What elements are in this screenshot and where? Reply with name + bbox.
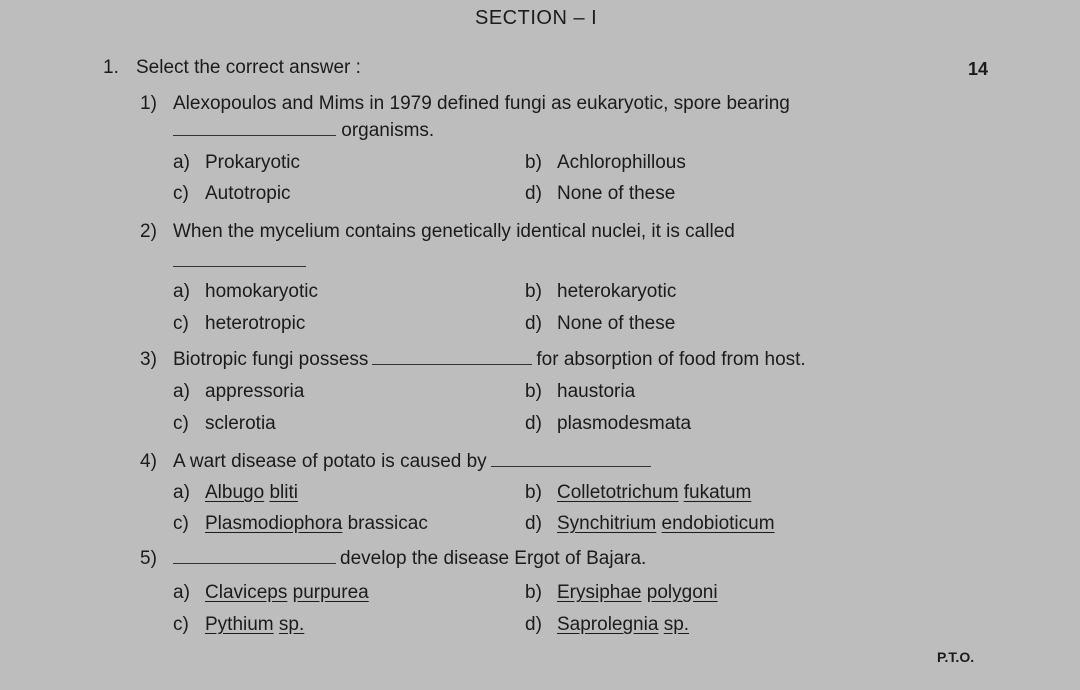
option-text: Pythium	[205, 614, 274, 635]
option-label: a)	[173, 482, 190, 503]
option-text: None of these	[557, 183, 676, 204]
option-c	[173, 184, 291, 203]
question-1-line2	[173, 121, 434, 140]
question-3	[140, 350, 806, 369]
option-d	[525, 184, 675, 203]
option-text: purpurea	[292, 582, 369, 603]
question-2-line2	[173, 252, 306, 271]
option-text: Autotropic	[205, 183, 291, 204]
option-c	[173, 414, 276, 433]
option-text: appressoria	[205, 381, 305, 402]
option-label: b)	[525, 152, 542, 173]
instruction-text: Select the correct answer :	[136, 57, 361, 78]
option-text: heterotropic	[205, 313, 306, 334]
option-label: a)	[173, 281, 190, 302]
answer-blank	[372, 350, 532, 365]
question-text: organisms.	[341, 120, 435, 141]
question-number: 3)	[140, 349, 157, 370]
option-text: sp.	[663, 614, 690, 635]
option-b	[525, 483, 751, 502]
question-text: When the mycelium contains genetically identical nuclei, it is called	[173, 221, 735, 242]
option-a	[173, 153, 300, 172]
option-label: d)	[525, 513, 542, 534]
option-b	[525, 153, 686, 172]
question-4	[140, 452, 651, 471]
option-text: Prokaryotic	[205, 152, 301, 173]
option-d	[525, 615, 689, 634]
option-label: b)	[525, 281, 542, 302]
option-b	[525, 282, 676, 301]
option-a	[173, 282, 318, 301]
question-text: Alexopoulos and Mims in 1979 defined fungi as eukaryotic, spore bearing	[173, 93, 790, 114]
option-label: c)	[173, 413, 189, 434]
option-text: homokaryotic	[205, 281, 318, 302]
question-2	[140, 222, 735, 241]
question-number: 2)	[140, 221, 157, 242]
option-text: plasmodesmata	[557, 413, 692, 434]
option-label: c)	[173, 513, 189, 534]
option-c	[173, 615, 304, 634]
option-text: endobioticum	[661, 513, 775, 534]
answer-blank	[173, 121, 336, 136]
option-a	[173, 382, 304, 401]
option-text: None of these	[557, 313, 676, 334]
option-label: c)	[173, 614, 189, 635]
option-text: fukatum	[683, 482, 752, 503]
option-text: Colletotrichum	[557, 482, 679, 503]
option-text: Albugo	[205, 482, 265, 503]
option-text: sp.	[278, 614, 305, 635]
question-number: 4)	[140, 451, 157, 472]
option-text: sclerotia	[205, 413, 276, 434]
option-b	[525, 583, 718, 602]
option-label: c)	[173, 183, 189, 204]
option-label: b)	[525, 482, 542, 503]
option-b	[525, 382, 635, 401]
option-c	[173, 314, 305, 333]
option-a	[173, 483, 298, 502]
option-text: polygoni	[646, 582, 718, 603]
option-label: d)	[525, 313, 542, 334]
option-label: c)	[173, 313, 189, 334]
option-text: Saprolegnia	[557, 614, 659, 635]
option-label: b)	[525, 582, 542, 603]
option-text: heterokaryotic	[557, 281, 677, 302]
option-d	[525, 314, 675, 333]
question-number: 1)	[140, 93, 157, 114]
option-c	[173, 514, 428, 533]
question-number: 5)	[140, 548, 157, 569]
option-label: d)	[525, 183, 542, 204]
option-label: a)	[173, 381, 190, 402]
question-text: Biotropic fungi possess	[173, 349, 369, 370]
question-1	[140, 94, 790, 113]
instruction-number: 1.	[103, 57, 119, 78]
option-text: Synchitrium	[557, 513, 657, 534]
section-title: SECTION – I	[475, 7, 598, 29]
option-d	[525, 414, 691, 433]
option-a	[173, 583, 369, 602]
option-text: bliti	[269, 482, 298, 503]
option-label: d)	[525, 614, 542, 635]
answer-blank	[173, 252, 306, 267]
option-d	[525, 514, 775, 533]
question-5	[140, 549, 646, 568]
option-text: haustoria	[557, 381, 636, 402]
option-label: d)	[525, 413, 542, 434]
answer-blank	[491, 452, 651, 467]
answer-blank	[173, 549, 336, 564]
question-text: develop the disease Ergot of Bajara.	[340, 548, 647, 569]
option-text: Plasmodiophora	[205, 513, 343, 534]
option-label: b)	[525, 381, 542, 402]
option-text: brassicac	[347, 513, 428, 534]
marks: 14	[968, 59, 989, 79]
option-text: Erysiphae	[557, 582, 642, 603]
pto-label: P.T.O.	[937, 649, 975, 665]
option-label: a)	[173, 152, 190, 173]
question-text: A wart disease of potato is caused by	[173, 451, 487, 472]
question-text: for absorption of food from host.	[536, 349, 806, 370]
option-text: Claviceps	[205, 582, 288, 603]
instruction	[103, 58, 361, 77]
option-label: a)	[173, 582, 190, 603]
option-text: Achlorophillous	[557, 152, 686, 173]
